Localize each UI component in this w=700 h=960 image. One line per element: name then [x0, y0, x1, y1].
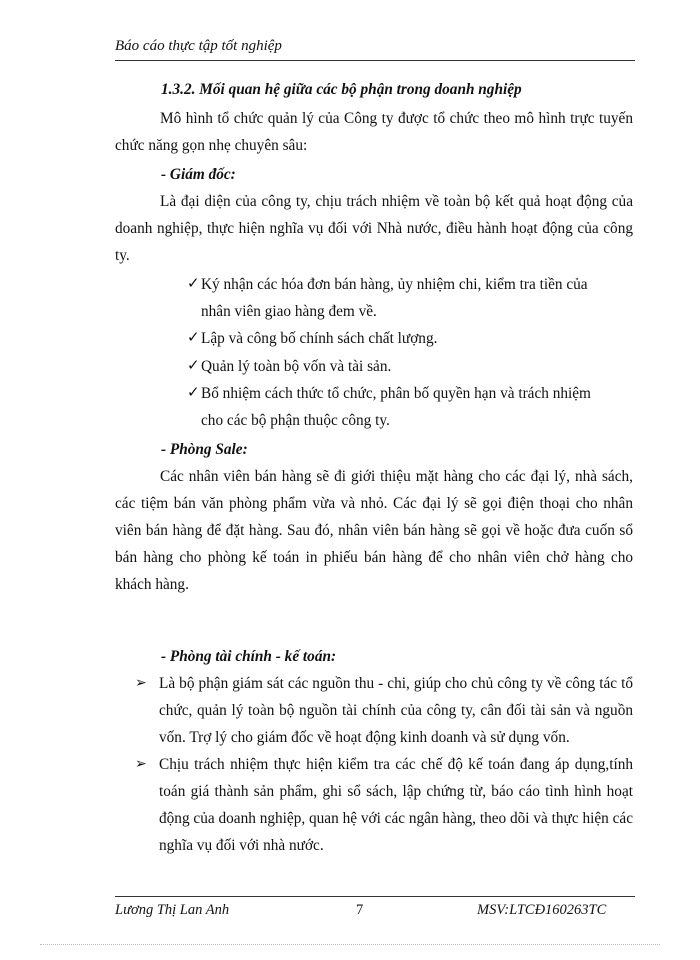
- page-bottom-border: [40, 944, 660, 945]
- list-item-line: Quản lý toàn bộ vốn và tài sản.: [201, 358, 392, 375]
- checkmark-icon: ✓: [187, 330, 200, 346]
- footer-student-id: MSV:LTCĐ160263TC: [477, 902, 607, 918]
- phong-sale-paragraph: Các nhân viên bán hàng sẽ đi giới thiệu mặt hàng cho các đại lý, nhà sách, các tiệm bán văn phòng phẩm vừa và nhỏ. Các đại lý sẽ gọi điện thoại cho nhân viên bán hàng để đặt hàng. Sau đó, nhân viên bán hàng sẽ gọi về hoặc đưa cuốn sổ bán hàng cho phòng kế toán in phiếu bán hàng để cho nhân viên chở hàng cho khách hàng.: [115, 468, 633, 593]
- list-item-line: Bổ nhiệm cách thức tổ chức, phân bố quyền hạn và trách nhiệm: [201, 385, 591, 402]
- intro-paragraph: Mô hình tổ chức quản lý của Công ty được tổ chức theo mô hình trực tuyến chức năng gọn nhẹ chuyên sâu:: [115, 110, 633, 154]
- list-item-text: Là bộ phận giám sát các nguồn thu - chi, giúp cho chủ công ty về công tác tổ chức, quản lý toàn bộ nguồn tài chính của công ty, cân đối tài sản và nguồn vốn. Trợ lý cho giám đốc về hoạt động kinh doanh và sử dụng vốn.: [159, 675, 633, 746]
- list-item-line: Lập và công bố chính sách chất lượng.: [201, 330, 438, 347]
- list-item: [135, 751, 633, 859]
- list-item: [135, 670, 633, 751]
- list-item: [187, 325, 627, 352]
- arrow-bullet-icon: ➢: [135, 757, 147, 772]
- checkmark-icon: ✓: [187, 385, 200, 401]
- section-heading: 1.3.2. Mối quan hệ giữa các bộ phận trong doanh nghiệp: [161, 81, 522, 98]
- checkmark-icon: ✓: [187, 276, 200, 292]
- header-divider: [115, 60, 635, 61]
- list-item-line: cho các bộ phận thuộc công ty.: [201, 412, 390, 429]
- arrow-bullet-icon: ➢: [135, 676, 147, 691]
- giam-doc-heading: - Giám đốc:: [161, 166, 236, 183]
- list-item: [187, 271, 627, 325]
- list-item: [187, 353, 627, 380]
- list-item-line: Ký nhận các hóa đơn bán hàng, ủy nhiệm chi, kiểm tra tiền của: [201, 276, 588, 293]
- page-number: 7: [356, 902, 364, 918]
- giam-doc-paragraph: Là đại diện của công ty, chịu trách nhiệm về toàn bộ kết quả hoạt động của doanh nghiệp, thực hiện nghĩa vụ đối với Nhà nước, điều hành hoạt động của công ty.: [115, 193, 633, 264]
- list-item-line: nhân viên giao hàng đem về.: [201, 303, 377, 320]
- page-header-title: Báo cáo thực tập tốt nghiệp: [115, 38, 282, 54]
- phong-tckt-heading: - Phòng tài chính - kế toán:: [161, 648, 337, 665]
- footer-author: Lương Thị Lan Anh: [115, 902, 230, 918]
- checkmark-icon: ✓: [187, 358, 200, 374]
- list-item: [187, 380, 627, 434]
- list-item-text: Chịu trách nhiệm thực hiện kiểm tra các chế độ kế toán đang áp dụng,tính toán giá thành sản phẩm, ghi sổ sách, lập chứng từ, báo cáo tình hình hoạt động của doanh nghiệp, quan hệ với các ngân hàng, theo dõi và thực hiện các nghĩa vụ đối với nhà nước.: [159, 756, 633, 854]
- footer-divider: [115, 896, 635, 897]
- phong-sale-heading: - Phòng Sale:: [161, 441, 248, 458]
